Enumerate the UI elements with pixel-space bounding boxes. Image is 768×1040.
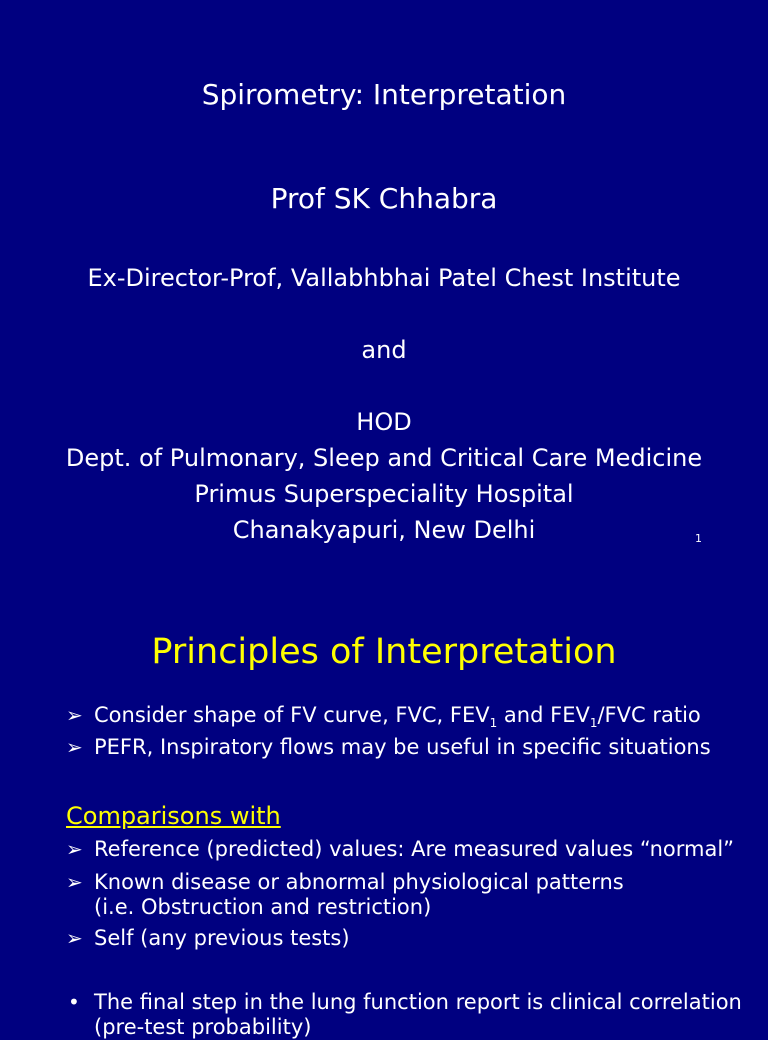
affiliation-line: HOD: [356, 408, 412, 436]
affiliation-line: Chanakyapuri, New Delhi: [232, 516, 536, 544]
slide-number: 1: [695, 532, 702, 545]
text-part: /FVC ratio: [597, 703, 701, 727]
list-item: [66, 990, 756, 1040]
slide-title: Principles of Interpretation: [151, 632, 617, 672]
arrow-bullet-icon: ➢: [66, 870, 83, 894]
subscript: 1: [589, 716, 598, 731]
comparisons-heading: Comparisons with: [66, 802, 281, 830]
list-item: [66, 926, 756, 951]
text-part: and FEV: [497, 703, 590, 727]
list-item-text: Reference (predicted) values: Are measured values “normal”: [94, 837, 735, 861]
list-item-text: The final step in the lung function report is clinical correlation (pre-test probability): [94, 990, 742, 1039]
affiliation-line: Ex-Director-Prof, Vallabhbhai Patel Chest Institute: [87, 264, 681, 292]
list-item: [66, 735, 756, 760]
affiliation-line: Dept. of Pulmonary, Sleep and Critical Care Medicine: [65, 444, 703, 472]
list-item-text: [94, 703, 756, 731]
content-slide: [0, 576, 768, 1039]
list-item-text: Self (any previous tests): [94, 926, 350, 950]
arrow-bullet-icon: ➢: [66, 703, 83, 727]
affiliation-line: Primus Superspeciality Hospital: [194, 480, 574, 508]
text-part: Consider shape of FV curve, FVC, FEV: [94, 703, 490, 727]
affiliation-line: and: [361, 336, 407, 364]
list-item: [66, 870, 666, 920]
list-item: [66, 703, 756, 731]
list-item: [66, 837, 756, 862]
arrow-bullet-icon: ➢: [66, 926, 83, 950]
arrow-bullet-icon: ➢: [66, 735, 83, 759]
list-item-text: Known disease or abnormal physiological patterns (i.e. Obstruction and restriction): [94, 870, 624, 919]
slide-title: Spirometry: Interpretation: [201, 78, 567, 111]
subscript: 1: [489, 716, 498, 731]
arrow-bullet-icon: ➢: [66, 837, 83, 861]
author-name: Prof SK Chhabra: [270, 182, 498, 215]
list-item-text: PEFR, Inspiratory flows may be useful in specific situations: [94, 735, 711, 759]
dot-bullet-icon: •: [68, 990, 80, 1014]
